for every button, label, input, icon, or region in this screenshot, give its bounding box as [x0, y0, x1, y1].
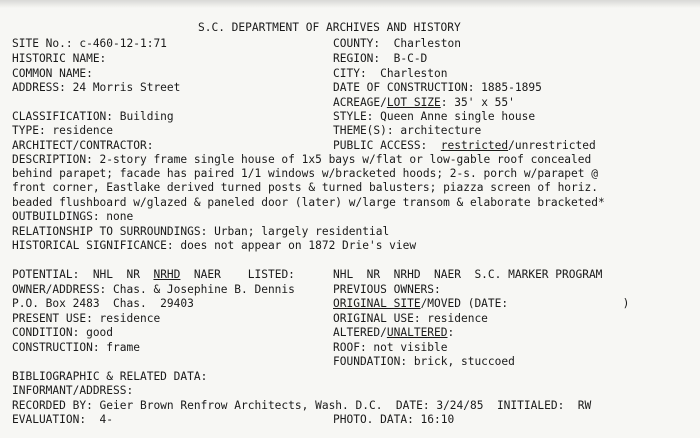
- classification: CLASSIFICATION: Building: [12, 110, 174, 123]
- nrhd-underlined: NRHD: [153, 268, 181, 281]
- photo-data: PHOTO. DATA: 16:10: [333, 413, 455, 426]
- acreage-lot-size: [333, 96, 515, 110]
- description-line: front corner, Eastlake derived turned posts & turned balusters; piazza screen of horiz.: [12, 181, 598, 194]
- description-line: beaded flushboard w/glazed & paneled door (later) w/large transom & elaborate bracketed*: [12, 196, 605, 209]
- previous-owners: PREVIOUS OWNERS:: [333, 283, 441, 296]
- altered-label: ALTERED/: [333, 326, 387, 339]
- public-access-label: PUBLIC ACCESS:: [333, 139, 441, 152]
- potential-label: POTENTIAL: NHL NR: [12, 268, 154, 281]
- moved-label: /MOVED (DATE: ): [420, 297, 630, 310]
- type: TYPE: residence: [12, 124, 114, 137]
- lot-size-label: LOT SIZE: [386, 96, 441, 109]
- architect-contractor: ARCHITECT/CONTRACTOR:: [12, 139, 154, 152]
- region: REGION: B-C-D: [333, 52, 428, 65]
- potential-listed: NAER LISTED:: [180, 268, 295, 281]
- unrestricted-value: /unrestricted: [508, 139, 596, 152]
- present-use: PRESENT USE: residence: [12, 312, 161, 325]
- site-number: SITE No.: c-460-12-1:71: [12, 37, 167, 50]
- foundation: FOUNDATION: brick, stuccoed: [333, 355, 515, 368]
- relationship-to-surroundings: RELATIONSHIP TO SURROUNDINGS: Urban; largely residential: [12, 225, 390, 238]
- original-site-moved: [333, 297, 629, 311]
- public-access: [333, 139, 596, 153]
- scan-edge: [0, 0, 700, 8]
- roof: ROOF: not visible: [333, 341, 448, 354]
- potential: [12, 268, 295, 282]
- restricted-value: restricted: [440, 139, 509, 152]
- description-line: behind parapet; facade has paired 1/1 windows w/bracketed hoods; 2-s. porch w/parapet @: [12, 167, 598, 180]
- original-use: ORIGINAL USE: residence: [333, 312, 488, 325]
- bibliographic-data: BIBLIOGRAPHIC & RELATED DATA:: [12, 370, 208, 383]
- form-title: S.C. DEPARTMENT OF ARCHIVES AND HISTORY: [198, 21, 461, 34]
- recorded-by: RECORDED BY: Geier Brown Renfrow Architects, Wash. D.C. DATE: 3/24/85 INITIALED: RW: [12, 399, 592, 412]
- county: COUNTY: Charleston: [333, 37, 461, 50]
- owner-address: OWNER/ADDRESS: Chas. & Josephine B. Dennis: [12, 283, 295, 296]
- listed-options: NHL NR NRHD NAER S.C. MARKER PROGRAM: [333, 268, 603, 281]
- common-name: COMMON NAME:: [12, 67, 93, 80]
- evaluation: EVALUATION: 4-: [12, 413, 114, 426]
- address: ADDRESS: 24 Morris Street: [12, 81, 181, 94]
- historical-significance: HISTORICAL SIGNIFICANCE: does not appear on 1872 Drie's view: [12, 239, 417, 252]
- description-line: DESCRIPTION: 2-story frame single house of 1x5 bays w/flat or low-gable roof concealed: [12, 153, 592, 166]
- unaltered-label: UNALTERED: [386, 326, 448, 339]
- themes: THEME(S): architecture: [333, 124, 482, 137]
- historic-name: HISTORIC NAME:: [12, 52, 107, 65]
- outbuildings: OUTBUILDINGS: none: [12, 210, 134, 223]
- date-of-construction: DATE OF CONSTRUCTION: 1885-1895: [333, 81, 542, 94]
- city: CITY: Charleston: [333, 67, 448, 80]
- acreage-label: ACREAGE/: [333, 96, 387, 109]
- unaltered-colon: :: [447, 326, 455, 339]
- informant-address: INFORMANT/ADDRESS:: [12, 384, 134, 397]
- condition: CONDITION: good: [12, 326, 114, 339]
- po-box: P.O. Box 2483 Chas. 29403: [12, 297, 194, 310]
- lot-size-value: : 35' x 55': [440, 96, 515, 109]
- style: STYLE: Queen Anne single house: [333, 110, 536, 123]
- construction: CONSTRUCTION: frame: [12, 341, 140, 354]
- altered-unaltered: [333, 326, 454, 340]
- original-site-label: ORIGINAL SITE: [333, 297, 421, 310]
